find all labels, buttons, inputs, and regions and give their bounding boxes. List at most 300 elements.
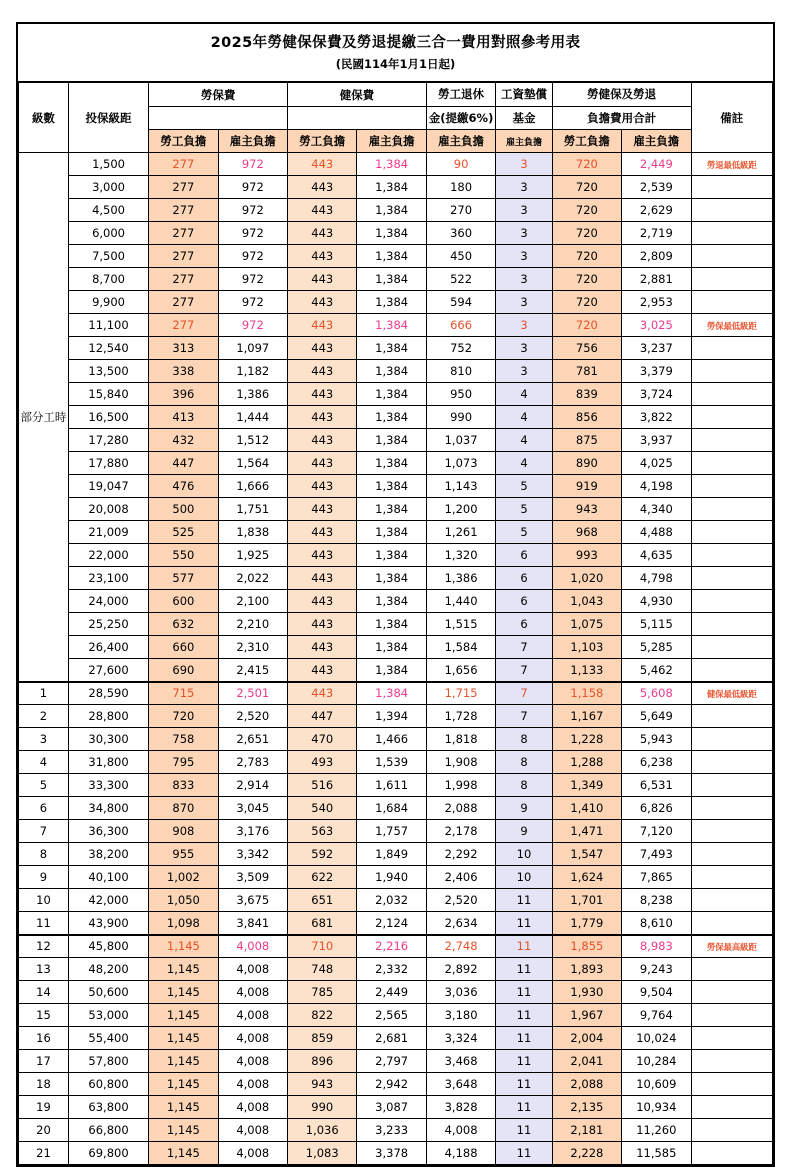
part-time-label: 部分工時	[19, 153, 69, 682]
header-hi-employee: 勞工負擔	[288, 130, 357, 153]
cell-salary: 23,100	[68, 567, 148, 590]
cell-total-employer: 10,024	[622, 1027, 691, 1050]
cell-labor-insurance-employer: 4,008	[218, 935, 287, 958]
cell-labor-insurance-employer: 4,008	[218, 958, 287, 981]
cell-total-employer: 10,609	[622, 1073, 691, 1096]
cell-total-employer: 3,937	[622, 429, 691, 452]
cell-wage-arrears: 3	[496, 245, 552, 268]
cell-total-employee: 720	[552, 245, 621, 268]
cell-health-insurance-employee: 443	[288, 659, 357, 682]
cell-remark	[691, 728, 772, 751]
table-row	[19, 820, 773, 843]
cell-level: 11	[19, 912, 69, 935]
cell-total-employer: 3,237	[622, 337, 691, 360]
cell-labor-pension: 1,440	[426, 590, 495, 613]
cell-remark	[691, 1096, 772, 1119]
cell-salary: 42,000	[68, 889, 148, 912]
cell-total-employer: 6,238	[622, 751, 691, 774]
cell-labor-insurance-employee: 277	[149, 314, 218, 337]
cell-total-employee: 2,004	[552, 1027, 621, 1050]
cell-labor-insurance-employer: 4,008	[218, 1096, 287, 1119]
cell-salary: 26,400	[68, 636, 148, 659]
cell-level: 13	[19, 958, 69, 981]
cell-labor-insurance-employee: 833	[149, 774, 218, 797]
cell-labor-insurance-employee: 550	[149, 544, 218, 567]
cell-labor-insurance-employee: 1,145	[149, 1004, 218, 1027]
cell-labor-insurance-employee: 1,002	[149, 866, 218, 889]
cell-total-employer: 5,285	[622, 636, 691, 659]
table-body	[19, 153, 773, 1165]
cell-labor-insurance-employee: 908	[149, 820, 218, 843]
cell-total-employee: 1,779	[552, 912, 621, 935]
cell-health-insurance-employee: 443	[288, 567, 357, 590]
cell-wage-arrears: 10	[496, 866, 552, 889]
table-row	[19, 958, 773, 981]
cell-labor-insurance-employee: 313	[149, 337, 218, 360]
header-total-employee: 勞工負擔	[552, 130, 621, 153]
cell-remark	[691, 590, 772, 613]
cell-remark	[691, 1027, 772, 1050]
cell-wage-arrears: 4	[496, 406, 552, 429]
cell-health-insurance-employee: 493	[288, 751, 357, 774]
header-li-employee: 勞工負擔	[149, 130, 218, 153]
cell-labor-insurance-employer: 4,008	[218, 1027, 287, 1050]
cell-remark	[691, 268, 772, 291]
page-title: 2025年勞健保保費及勞退提繳三合一費用對照參考用表	[210, 35, 581, 51]
cell-remark	[691, 567, 772, 590]
cell-health-insurance-employer: 2,332	[357, 958, 426, 981]
header-salary-bracket: 投保級距	[68, 83, 148, 153]
cell-total-employee: 2,228	[552, 1142, 621, 1165]
cell-labor-pension: 1,656	[426, 659, 495, 682]
cell-total-employer: 4,340	[622, 498, 691, 521]
cell-total-employee: 720	[552, 268, 621, 291]
cell-health-insurance-employer: 1,384	[357, 291, 426, 314]
cell-remark	[691, 636, 772, 659]
cell-total-employee: 720	[552, 153, 621, 176]
cell-labor-pension: 2,292	[426, 843, 495, 866]
cell-health-insurance-employee: 443	[288, 521, 357, 544]
cell-remark	[691, 1119, 772, 1142]
cell-health-insurance-employee: 563	[288, 820, 357, 843]
cell-level: 5	[19, 774, 69, 797]
cell-health-insurance-employee: 443	[288, 153, 357, 176]
cell-remark	[691, 981, 772, 1004]
cell-health-insurance-employee: 470	[288, 728, 357, 751]
cell-total-employer: 7,120	[622, 820, 691, 843]
table-row	[19, 452, 773, 475]
table-row	[19, 659, 773, 682]
cell-labor-insurance-employee: 870	[149, 797, 218, 820]
cell-salary: 43,900	[68, 912, 148, 935]
cell-health-insurance-employer: 1,384	[357, 567, 426, 590]
cell-total-employer: 2,539	[622, 176, 691, 199]
cell-health-insurance-employee: 681	[288, 912, 357, 935]
header-li-employer: 雇主負擔	[218, 130, 287, 153]
cell-labor-insurance-employer: 4,008	[218, 981, 287, 1004]
cell-labor-insurance-employee: 277	[149, 291, 218, 314]
cell-health-insurance-employee: 443	[288, 544, 357, 567]
cell-salary: 30,300	[68, 728, 148, 751]
cell-labor-pension: 2,088	[426, 797, 495, 820]
table-row	[19, 912, 773, 935]
table-frame	[16, 22, 775, 1167]
cell-labor-insurance-employer: 3,841	[218, 912, 287, 935]
cell-total-employee: 856	[552, 406, 621, 429]
cell-level: 16	[19, 1027, 69, 1050]
cell-remark	[691, 475, 772, 498]
cell-total-employee: 1,103	[552, 636, 621, 659]
cell-health-insurance-employer: 1,384	[357, 337, 426, 360]
cell-remark	[691, 1050, 772, 1073]
cell-health-insurance-employee: 443	[288, 268, 357, 291]
cell-total-employee: 1,288	[552, 751, 621, 774]
cell-wage-arrears: 11	[496, 1004, 552, 1027]
cell-total-employee: 890	[552, 452, 621, 475]
table-header	[19, 83, 773, 153]
cell-labor-pension: 2,748	[426, 935, 495, 958]
header-wage-employer: 雇主負擔	[496, 130, 552, 153]
cell-wage-arrears: 3	[496, 360, 552, 383]
cell-remark	[691, 751, 772, 774]
cell-remark	[691, 222, 772, 245]
remark-text: 勞退最低級距	[706, 161, 757, 172]
cell-remark	[691, 314, 772, 337]
cell-labor-insurance-employee: 720	[149, 705, 218, 728]
cell-total-employee: 720	[552, 291, 621, 314]
cell-total-employee: 1,967	[552, 1004, 621, 1027]
cell-labor-insurance-employer: 1,666	[218, 475, 287, 498]
cell-level: 14	[19, 981, 69, 1004]
cell-remark	[691, 1073, 772, 1096]
header-pension-employer: 雇主負擔	[426, 130, 495, 153]
cell-labor-insurance-employer: 1,444	[218, 406, 287, 429]
cell-labor-insurance-employee: 432	[149, 429, 218, 452]
cell-labor-insurance-employer: 2,501	[218, 682, 287, 705]
cell-remark	[691, 291, 772, 314]
table-row	[19, 314, 773, 337]
cell-health-insurance-employer: 2,449	[357, 981, 426, 1004]
cell-remark	[691, 613, 772, 636]
cell-wage-arrears: 3	[496, 268, 552, 291]
cell-wage-arrears: 4	[496, 452, 552, 475]
cell-health-insurance-employee: 443	[288, 475, 357, 498]
cell-labor-insurance-employer: 2,022	[218, 567, 287, 590]
header-labor-pension: 勞工退休	[426, 83, 495, 107]
cell-health-insurance-employer: 1,384	[357, 475, 426, 498]
cell-labor-pension: 1,998	[426, 774, 495, 797]
cell-health-insurance-employee: 443	[288, 406, 357, 429]
cell-salary: 11,100	[68, 314, 148, 337]
cell-salary: 7,500	[68, 245, 148, 268]
cell-wage-arrears: 3	[496, 337, 552, 360]
table-row	[19, 567, 773, 590]
cell-total-employer: 11,260	[622, 1119, 691, 1142]
cell-labor-insurance-employee: 1,145	[149, 1050, 218, 1073]
cell-labor-insurance-employer: 972	[218, 245, 287, 268]
cell-salary: 9,900	[68, 291, 148, 314]
cell-health-insurance-employee: 1,083	[288, 1142, 357, 1165]
header-wage-arrears: 工資墊償	[496, 83, 552, 107]
cell-total-employee: 2,181	[552, 1119, 621, 1142]
cell-health-insurance-employee: 443	[288, 199, 357, 222]
cell-salary: 66,800	[68, 1119, 148, 1142]
cell-level: 9	[19, 866, 69, 889]
cell-total-employee: 781	[552, 360, 621, 383]
cell-remark	[691, 682, 772, 705]
cell-health-insurance-employer: 1,384	[357, 153, 426, 176]
cell-health-insurance-employer: 1,384	[357, 360, 426, 383]
cell-total-employee: 1,547	[552, 843, 621, 866]
cell-total-employer: 4,798	[622, 567, 691, 590]
cell-salary: 33,300	[68, 774, 148, 797]
cell-salary: 24,000	[68, 590, 148, 613]
cell-labor-pension: 1,908	[426, 751, 495, 774]
cell-total-employee: 1,133	[552, 659, 621, 682]
cell-labor-insurance-employee: 338	[149, 360, 218, 383]
table-row	[19, 1050, 773, 1073]
cell-total-employee: 720	[552, 176, 621, 199]
cell-health-insurance-employee: 540	[288, 797, 357, 820]
cell-total-employer: 2,881	[622, 268, 691, 291]
cell-labor-insurance-employer: 2,914	[218, 774, 287, 797]
cell-remark	[691, 935, 772, 958]
cell-wage-arrears: 8	[496, 774, 552, 797]
cell-labor-insurance-employer: 2,210	[218, 613, 287, 636]
header-wage-arrears-2: 基金	[496, 107, 552, 130]
cell-level: 18	[19, 1073, 69, 1096]
cell-labor-pension: 4,008	[426, 1119, 495, 1142]
cell-labor-insurance-employer: 972	[218, 314, 287, 337]
cell-total-employee: 1,855	[552, 935, 621, 958]
cell-wage-arrears: 3	[496, 176, 552, 199]
remark-text: 勞保最高級距	[706, 943, 757, 954]
cell-remark	[691, 1004, 772, 1027]
cell-salary: 40,100	[68, 866, 148, 889]
cell-health-insurance-employer: 3,378	[357, 1142, 426, 1165]
cell-level: 15	[19, 1004, 69, 1027]
cell-salary: 38,200	[68, 843, 148, 866]
cell-total-employer: 8,983	[622, 935, 691, 958]
cell-remark	[691, 797, 772, 820]
cell-total-employee: 2,041	[552, 1050, 621, 1073]
cell-health-insurance-employee: 443	[288, 222, 357, 245]
cell-labor-insurance-employee: 1,145	[149, 958, 218, 981]
header-level: 級數	[19, 83, 69, 153]
cell-labor-insurance-employer: 972	[218, 268, 287, 291]
cell-remark	[691, 429, 772, 452]
cell-labor-insurance-employer: 2,415	[218, 659, 287, 682]
cell-wage-arrears: 9	[496, 820, 552, 843]
cell-total-employee: 1,893	[552, 958, 621, 981]
cell-remark	[691, 176, 772, 199]
cell-total-employer: 5,608	[622, 682, 691, 705]
cell-salary: 55,400	[68, 1027, 148, 1050]
cell-total-employee: 1,020	[552, 567, 621, 590]
cell-health-insurance-employer: 2,797	[357, 1050, 426, 1073]
cell-labor-insurance-employee: 1,145	[149, 1119, 218, 1142]
cell-labor-insurance-employer: 4,008	[218, 1073, 287, 1096]
cell-total-employee: 1,349	[552, 774, 621, 797]
cell-health-insurance-employee: 443	[288, 452, 357, 475]
cell-wage-arrears: 3	[496, 153, 552, 176]
cell-total-employer: 2,629	[622, 199, 691, 222]
cell-wage-arrears: 11	[496, 981, 552, 1004]
cell-health-insurance-employee: 1,036	[288, 1119, 357, 1142]
cell-salary: 15,840	[68, 383, 148, 406]
cell-total-employer: 3,025	[622, 314, 691, 337]
header-health-insurance: 健保費	[288, 83, 427, 107]
cell-remark	[691, 889, 772, 912]
cell-labor-insurance-employer: 972	[218, 291, 287, 314]
cell-level: 6	[19, 797, 69, 820]
table-row	[19, 866, 773, 889]
table-row	[19, 222, 773, 245]
cell-labor-pension: 3,468	[426, 1050, 495, 1073]
cell-total-employee: 756	[552, 337, 621, 360]
cell-labor-insurance-employer: 2,651	[218, 728, 287, 751]
cell-health-insurance-employer: 1,384	[357, 383, 426, 406]
cell-labor-insurance-employee: 1,145	[149, 1073, 218, 1096]
cell-health-insurance-employer: 1,384	[357, 222, 426, 245]
cell-level: 19	[19, 1096, 69, 1119]
cell-level: 12	[19, 935, 69, 958]
cell-total-employee: 1,043	[552, 590, 621, 613]
cell-wage-arrears: 11	[496, 912, 552, 935]
cell-wage-arrears: 6	[496, 567, 552, 590]
cell-health-insurance-employer: 1,384	[357, 544, 426, 567]
table-row	[19, 1096, 773, 1119]
cell-health-insurance-employee: 443	[288, 314, 357, 337]
cell-health-insurance-employer: 3,087	[357, 1096, 426, 1119]
cell-wage-arrears: 10	[496, 843, 552, 866]
table-row	[19, 521, 773, 544]
cell-labor-insurance-employee: 1,145	[149, 981, 218, 1004]
table-row	[19, 199, 773, 222]
cell-health-insurance-employee: 447	[288, 705, 357, 728]
cell-wage-arrears: 8	[496, 728, 552, 751]
table-row	[19, 751, 773, 774]
cell-wage-arrears: 3	[496, 291, 552, 314]
cell-health-insurance-employee: 896	[288, 1050, 357, 1073]
header-total-employer: 雇主負擔	[622, 130, 691, 153]
cell-labor-pension: 1,143	[426, 475, 495, 498]
cell-labor-insurance-employer: 4,008	[218, 1142, 287, 1165]
table-row	[19, 797, 773, 820]
cell-total-employee: 839	[552, 383, 621, 406]
page-subtitle: (民國114年1月1日起)	[335, 56, 456, 71]
header-remark: 備註	[691, 83, 772, 153]
cell-salary: 28,590	[68, 682, 148, 705]
cell-labor-insurance-employer: 1,925	[218, 544, 287, 567]
cell-total-employer: 3,724	[622, 383, 691, 406]
cell-health-insurance-employee: 443	[288, 498, 357, 521]
header-combined-2: 負擔費用合計	[552, 107, 691, 130]
cell-total-employer: 6,826	[622, 797, 691, 820]
cell-salary: 31,800	[68, 751, 148, 774]
cell-salary: 1,500	[68, 153, 148, 176]
cell-health-insurance-employer: 1,384	[357, 452, 426, 475]
cell-labor-insurance-employee: 715	[149, 682, 218, 705]
cell-labor-pension: 3,324	[426, 1027, 495, 1050]
cell-remark	[691, 659, 772, 682]
table-row	[19, 843, 773, 866]
cell-wage-arrears: 11	[496, 1119, 552, 1142]
table-row	[19, 475, 773, 498]
table-row	[19, 544, 773, 567]
cell-total-employer: 8,610	[622, 912, 691, 935]
cell-wage-arrears: 5	[496, 521, 552, 544]
cell-total-employer: 9,504	[622, 981, 691, 1004]
cell-remark	[691, 1142, 772, 1165]
cell-health-insurance-employer: 1,384	[357, 406, 426, 429]
cell-wage-arrears: 6	[496, 590, 552, 613]
cell-labor-insurance-employee: 525	[149, 521, 218, 544]
cell-remark	[691, 958, 772, 981]
cell-labor-insurance-employer: 1,182	[218, 360, 287, 383]
cell-labor-pension: 522	[426, 268, 495, 291]
cell-labor-pension: 950	[426, 383, 495, 406]
cell-labor-insurance-employee: 1,145	[149, 1096, 218, 1119]
cell-labor-insurance-employee: 1,098	[149, 912, 218, 935]
cell-remark	[691, 383, 772, 406]
cell-labor-insurance-employer: 1,838	[218, 521, 287, 544]
cell-health-insurance-employer: 1,384	[357, 314, 426, 337]
cell-labor-insurance-employee: 277	[149, 176, 218, 199]
cell-health-insurance-employer: 1,466	[357, 728, 426, 751]
cell-health-insurance-employer: 1,539	[357, 751, 426, 774]
cell-salary: 69,800	[68, 1142, 148, 1165]
cell-labor-insurance-employee: 577	[149, 567, 218, 590]
table-row	[19, 1004, 773, 1027]
cell-labor-pension: 3,828	[426, 1096, 495, 1119]
cell-health-insurance-employee: 516	[288, 774, 357, 797]
remark-text: 健保最低級距	[706, 690, 757, 701]
cell-wage-arrears: 11	[496, 889, 552, 912]
cell-remark	[691, 406, 772, 429]
cell-total-employer: 10,934	[622, 1096, 691, 1119]
cell-remark	[691, 337, 772, 360]
cell-health-insurance-employer: 1,384	[357, 199, 426, 222]
cell-salary: 60,800	[68, 1073, 148, 1096]
cell-labor-insurance-employer: 3,342	[218, 843, 287, 866]
cell-health-insurance-employee: 710	[288, 935, 357, 958]
cell-health-insurance-employer: 2,565	[357, 1004, 426, 1027]
cell-remark	[691, 360, 772, 383]
table-row	[19, 498, 773, 521]
cell-level: 8	[19, 843, 69, 866]
cell-labor-pension: 180	[426, 176, 495, 199]
cell-health-insurance-employee: 443	[288, 590, 357, 613]
table-row	[19, 291, 773, 314]
cell-salary: 21,009	[68, 521, 148, 544]
cell-total-employee: 968	[552, 521, 621, 544]
header-labor-pension-2: 金(提繳6%)	[426, 107, 495, 130]
cell-total-employer: 3,379	[622, 360, 691, 383]
cell-health-insurance-employer: 1,384	[357, 176, 426, 199]
cell-health-insurance-employee: 443	[288, 383, 357, 406]
cell-health-insurance-employee: 443	[288, 682, 357, 705]
cell-total-employee: 943	[552, 498, 621, 521]
cell-labor-pension: 3,036	[426, 981, 495, 1004]
cell-labor-pension: 1,515	[426, 613, 495, 636]
cell-remark	[691, 153, 772, 176]
cell-labor-insurance-employer: 4,008	[218, 1004, 287, 1027]
cell-total-employer: 4,930	[622, 590, 691, 613]
cell-total-employer: 2,719	[622, 222, 691, 245]
cell-health-insurance-employer: 2,681	[357, 1027, 426, 1050]
cell-health-insurance-employer: 1,384	[357, 613, 426, 636]
